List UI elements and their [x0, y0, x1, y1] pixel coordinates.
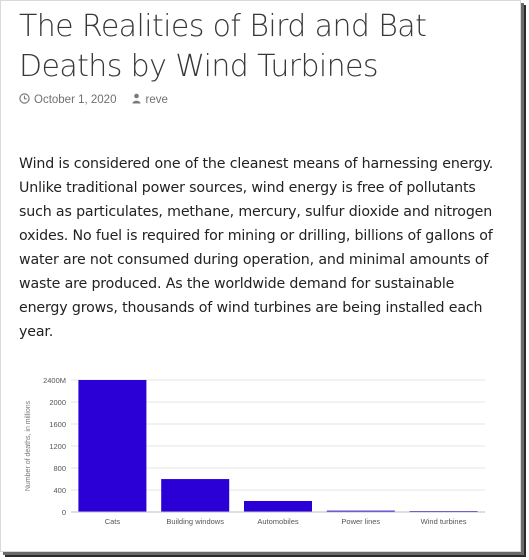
x-tick-label: Wind turbines [420, 517, 467, 526]
y-axis-label: Number of deaths, in millions [25, 400, 32, 492]
y-tick-label: 0 [61, 508, 66, 517]
x-tick-label: Building windows [166, 517, 224, 526]
y-tick-label: 2400M [43, 376, 66, 385]
article-paragraph: Wind is considered one of the cleanest means of harnessing energy. Unlike traditional power sources, wind energy is free of pollutants such as particulates, methane, mercury, sulfur dioxide and nitrogen oxides. No fuel is required for mining or drilling, billions of gallons of water are not consumed during operation, and minimal amounts of waste are produced. As the worldwide demand for sustainable energy grows, thousands of wind turbines are being installed each year. [19, 156, 494, 340]
bar-chart [19, 369, 489, 534]
post-date[interactable]: October 1, 2020 [34, 94, 117, 106]
bar-building-windows [161, 479, 229, 512]
bar-automobiles [244, 501, 312, 512]
article-title: The Realities of Bird and Bat Deaths by Wind Turbines [19, 9, 427, 84]
x-tick-label: Power lines [341, 517, 381, 526]
y-tick-label: 800 [53, 464, 66, 473]
post-meta [19, 93, 168, 107]
post-author[interactable] [132, 93, 167, 107]
y-tick-label: 1200 [49, 442, 66, 451]
x-tick-label: Cats [104, 517, 121, 526]
y-tick-label: 400 [53, 486, 66, 495]
clock-icon [19, 93, 30, 107]
person-icon [132, 93, 141, 107]
author-name[interactable]: reve [145, 94, 168, 106]
y-tick-label: 2000 [49, 398, 66, 407]
x-tick-label: Automobiles [257, 517, 299, 526]
y-tick-label: 1600 [49, 420, 66, 429]
bar-cats [78, 380, 146, 512]
